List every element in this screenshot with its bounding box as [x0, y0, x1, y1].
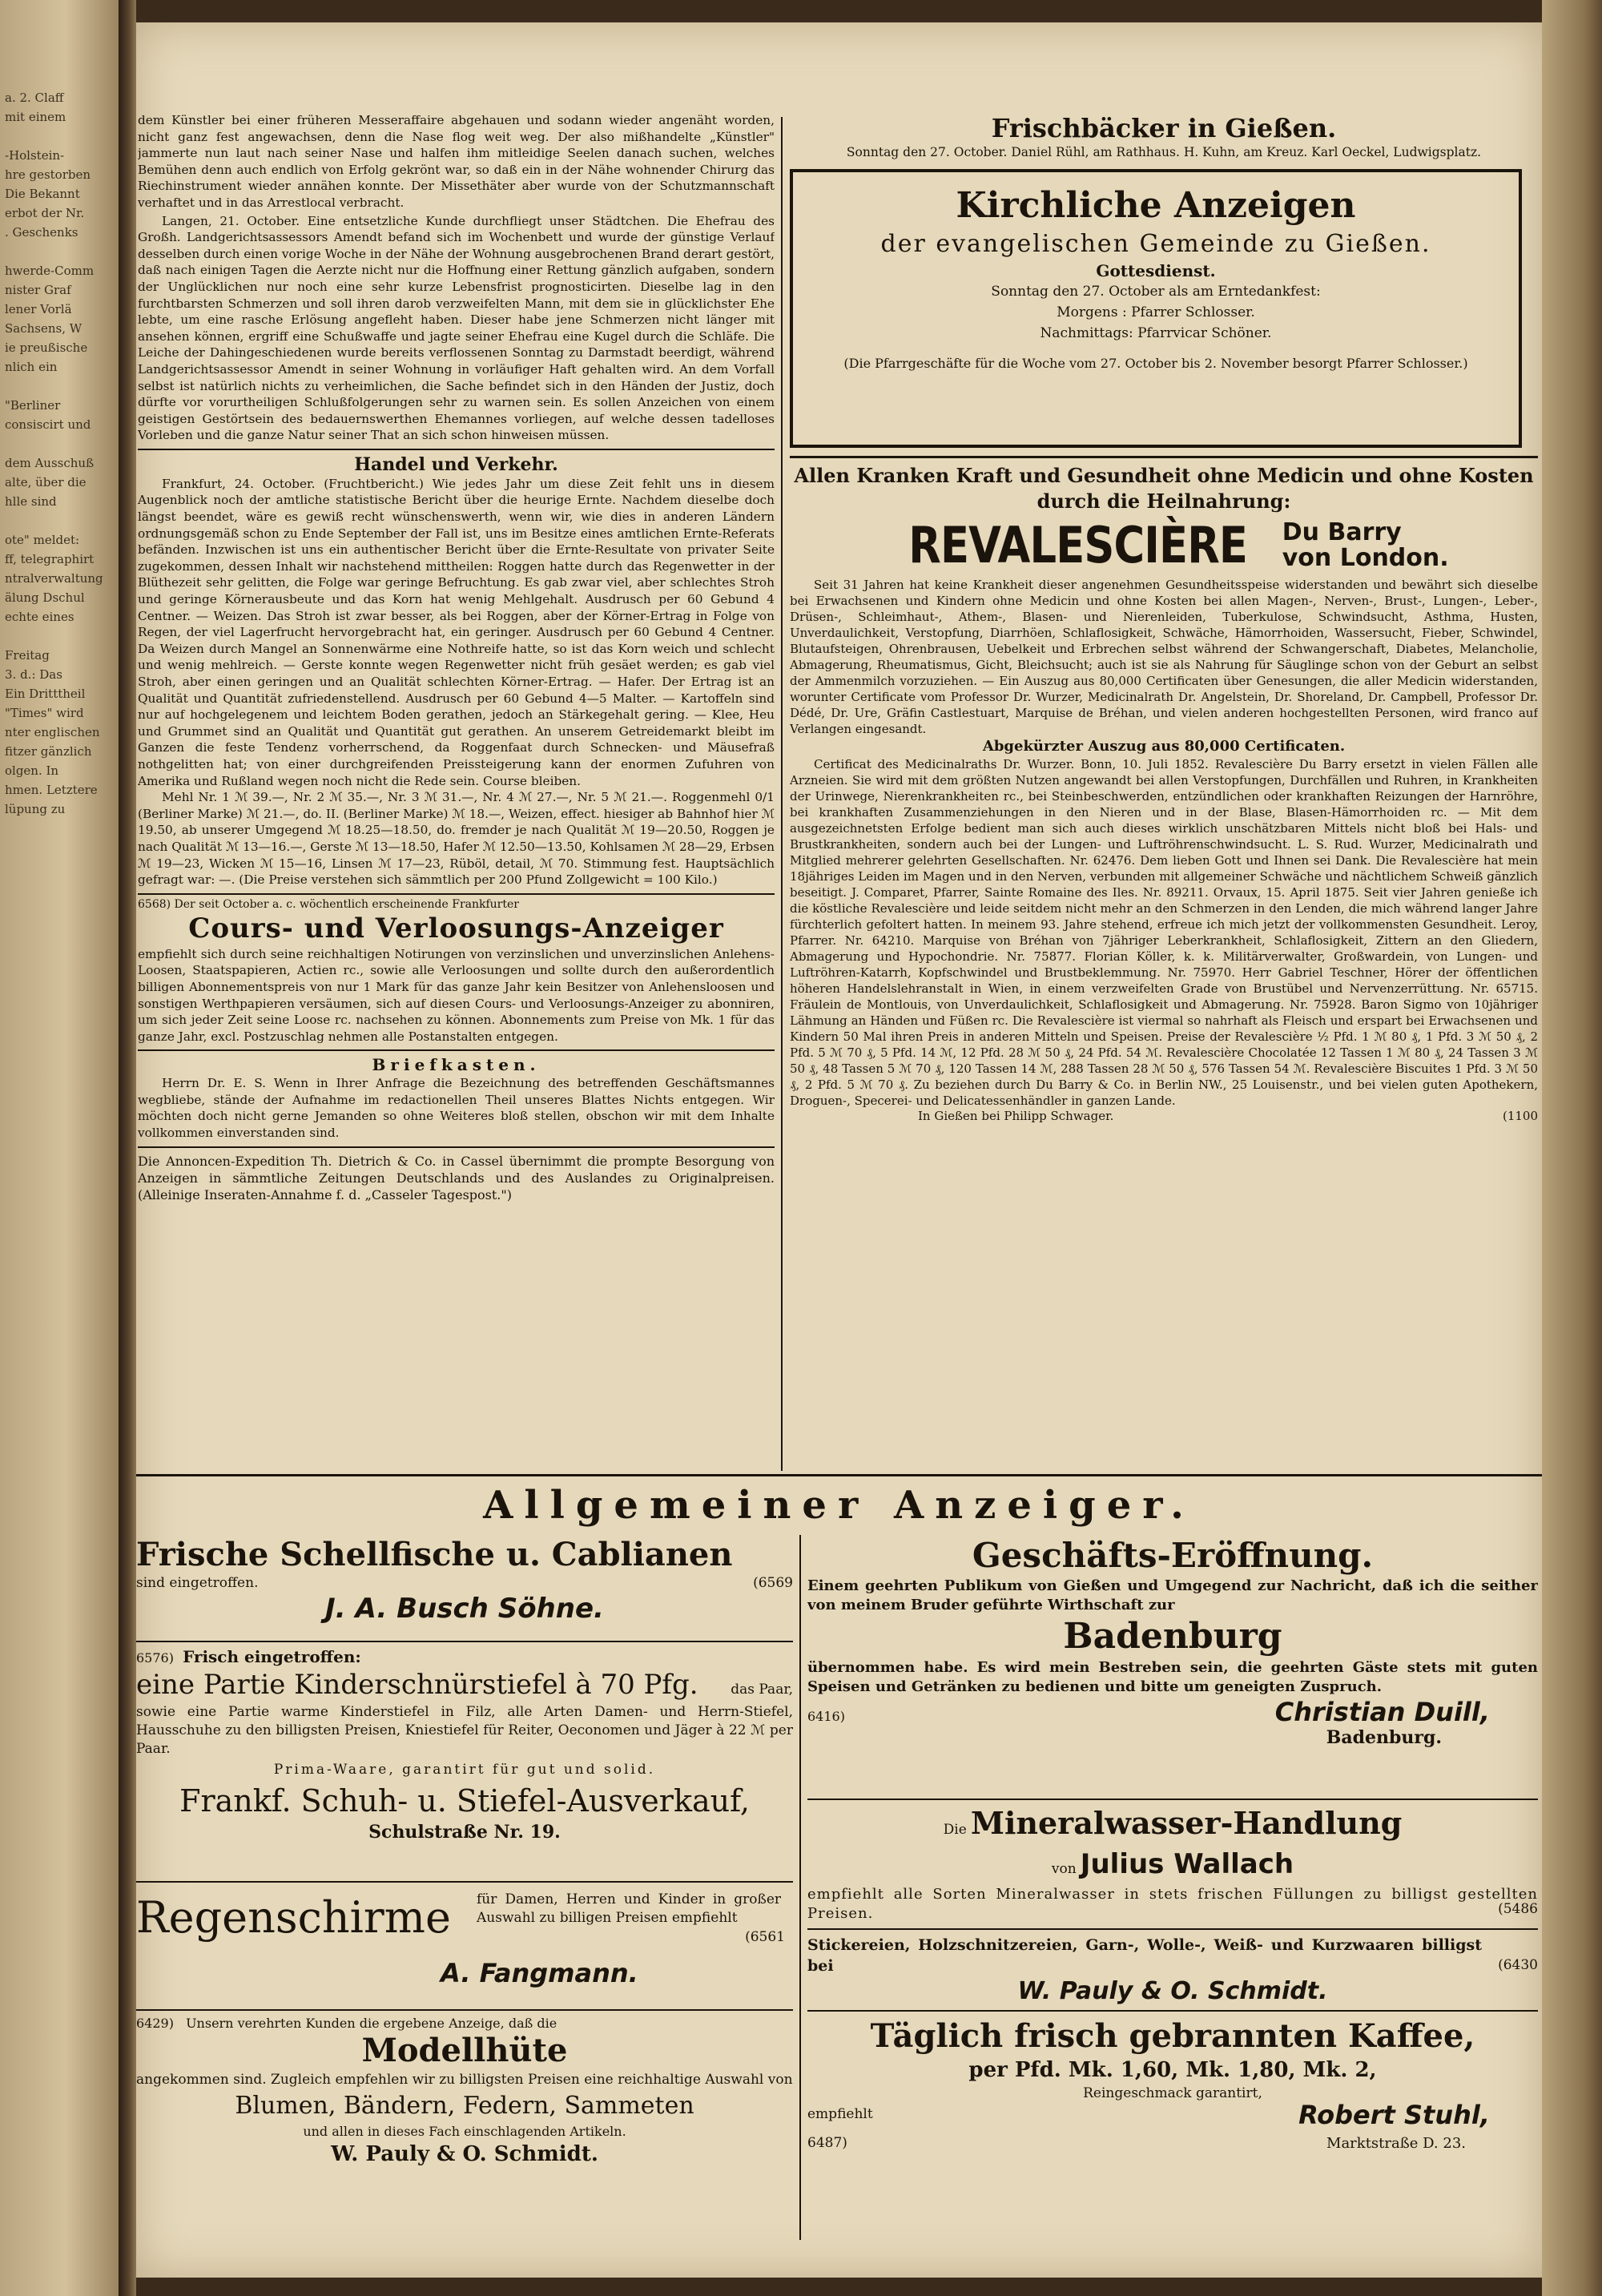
kaffee-addr: Marktstraße D. 23.	[1326, 2135, 1466, 2152]
maker-line1: Du Barry	[1282, 518, 1402, 546]
allgemeiner-anzeiger-title: Allgemeiner Anzeiger.	[483, 1483, 1195, 1528]
newspaper-sheet	[136, 22, 1542, 2278]
kaffee-title: Täglich frisch gebrannten Kaffee,	[870, 2017, 1475, 2055]
revalesciere-number: (1100	[1502, 1108, 1538, 1123]
ads-column-divider	[799, 1535, 801, 2240]
regen-title: Regenschirme	[136, 1892, 451, 1943]
mineral-text: empfiehlt alle Sorten Mineralwasser in stets frischen Füllungen zu billigst gestellten Preisen.	[807, 1886, 1538, 1922]
stick-text: Stickereien, Holzschnitzereien, Garn-, Wolle-, Weiß- und Kurzwaaren billigst bei	[807, 1936, 1482, 1975]
kirchliche-line3: Nachmittags: Pfarrvicar Schöner.	[1040, 324, 1272, 341]
mineral-title-row	[807, 1805, 1538, 1848]
ad-geschaeftseroeffnung	[807, 1535, 1538, 1795]
kirchliche-title: Kirchliche Anzeigen	[956, 184, 1356, 226]
previous-page-fragments: a. 2. Claff mit einem -Holstein- hre gestorben Die Bekannt erbot der Nr. . Geschenks hwerde-Comm nister Graf lener Vorlä Sachsens, W ie preußische nlich ein "Berliner consiscirt und dem Ausschuß alte, über die hlle sind ote" meldet: ff, telegraphirt ntralverwaltung älung Dschul echte eines Freitag 3. d.: Das Ein Dritttheil "Times" wird nter englischen fitzer gänzlich olgen. In hmen. Letztere lüpung zu	[5, 91, 103, 816]
page-edge	[1542, 0, 1602, 2296]
rule	[790, 456, 1538, 458]
schuh-title: Frankf. Schuh- u. Stiefel-Ausverkauf,	[179, 1783, 750, 1819]
handel-text: Frankfurt, 24. October. (Fruchtbericht.) Wie jedes Jahr um diese Zeit fehlt uns in diesem Augenblick noch der amtliche statistische Bericht über die heurige Ernte. Nachdem dieselbe doch längst beendet, wäre es gewiß recht wünschenswerth, wenn wir, wie dies in anderen Ländern ordnungsgemäß schon zu Ende September der Fall ist, uns im Besitze eines amtlichen Ernte-Referats befänden. Inzwischen ist uns ein authentischer Bericht über die Ernte-Resultate von privater Seite zugekommen, dessen Inhalt wir nachstehend mittheilen: Roggen hatte durch das Regenwetter in der Blüthezeit sehr gelitten, die Folge war geringe Befruchtung. Es gab zwar viel, aber schlechtes Stroh und geringe Körnerausbeute und das Korn hat wenig Mehlgehalt. Ausdrusch per 60 Gebund 4 Centner. — Weizen. Das Stroh ist zwar besser, als bei Roggen, aber der Körner-Ertrag in Folge von Regen, der viel Lagerfrucht hervorgebracht hat, ein geringer. Ausdrusch per 60 Gebund 4 Centner. Da Weizen durch Mangel an Sonnenwärme eine Nothreife hatte, so ist das Korn weich und schlecht und wenig mehlreich. — Gerste konnte wegen Regenwetter nicht früh gesäet werden; es gab viel Stroh, aber einen geringen und an Qualität schlechten Körner-Ertrag. — Hafer. Der Ertrag ist an Qualität und Quantität zufriedenstellend. Ausdrusch per 60 Gebund 4—5 Malter. — Kartoffeln sind nur auf hochgelegenem und leichtem Boden gerathen, jedoch an Stärkegehalt gering. — Klee, Heu und Grummet sind an Qualität und Quantität gut gerathen. An unserem Getreidemarkt bleibt im Ganzen die feste Tendenz vorherrschend, da Roggenfaat durch Schnecken- und Mäusefraß nothgelitten hat; von einer durchgreifenden Preissteigerung kann der enormen Zufuhren von Amerika und Rußland wegen noch nicht die Rede sein. Course bleiben.	[138, 476, 775, 788]
maker-line2: von London.	[1282, 543, 1449, 572]
article-langen: Langen, 21. October. Eine entsetzliche Kunde durchfliegt unser Städtchen. Die Ehefrau des Großh. Landgerichtsassessors Amendt befand sich im Wochenbett und wurde der günstige Verlauf desselben durch einen vorige Woche in der Nähe der Wohnung ausgebrochenen Brand derart gestört, daß nach einigen Tagen die Aerzte nicht nur die Hoffnung einer Rettung gänzlich aufgaben, sondern der Unglücklichen nur noch eine sehr kurze Lebensfrist prognosticirten. Dieselbe lag in den furchtbarsten Schmerzen und soll ihren darob verzweifelten Mann, mit dem sie in glücklichster Ehe lebte, um eine rasche Erlösung angefleht haben. Dieser habe jene Schmerzen nicht länger mit ansehen können, ergriff eine Schußwaffe und jagte seiner Ehefrau eine Kugel durch die Schläfe. Die Leiche der Dahingeschiedenen wurde bereits verflossenen Sonntag zu Darmstadt beerdigt, während Landgerichtsassessor Amendt in seiner Wohnung in vorläufiger Haft gehalten wird. An dem Vorfall selbst ist natürlich nichts zu verheimlichen, die Sache befindet sich in den Händen der Justiz, doch dürfte vor vorurtheiligen Schlußfolgerungen sehr zu warnen sein. Es sollen Anzeichen von einem geistigen Gestörtsein des bedauernswerthen Ehemannes vorliegen, auf welche dessen tadelloses Vorleben und die ganze Natur seiner That an sich schon hinweisen müssen.	[138, 213, 775, 443]
gesch-text: Einem geehrten Publikum von Gießen und Umgegend zur Nachricht, daß ich die seither von meinem Bruder geführte Wirthschaft zur	[807, 1577, 1538, 1613]
kaffee-emp: empfiehlt	[807, 2106, 873, 2122]
mineral-name-row	[807, 1848, 1538, 1885]
briefkasten-text: Herrn Dr. E. S. Wenn in Ihrer Anfrage die Bezeichnung des betreffenden Geschäftsmannes wegbliebe, stände der Aufnahme im redactionellen Theil unseres Blattes Nichts entgegen. Wir möchten doch nicht gerne Jemanden so ohne Weiteres bloß stellen, obschon wir mit dem Inhalte vollkommen einverstanden sind.	[138, 1076, 775, 1141]
rule	[807, 1799, 1538, 1800]
revalesciere-cert-heading: Abgekürzter Auszug aus 80,000 Certificaten.	[982, 737, 1346, 755]
regen-sign: A. Fangmann.	[441, 1958, 638, 1988]
revalesciere-footer	[790, 1109, 1538, 1123]
kind-head-row	[136, 1647, 793, 1666]
kind-text: sowie eine Partie warme Kinderstiefel in Filz, alle Arten Damen- und Herrn-Stiefel, Hausschuhe zu den billigsten Preisen, Kniestiefel für Reiter, Oeconomen und Jäger à 22 ℳ per Paar.	[136, 1704, 793, 1757]
revalesciere-maker	[1282, 520, 1449, 571]
frischbaecker-text: Sonntag den 27. October. Daniel Rühl, am Rathhaus. H. Kuhn, am Kreuz. Karl Oeckel, Ludwigsplatz.	[846, 145, 1482, 159]
ad-kaffee	[807, 2016, 1538, 2161]
rule	[136, 1641, 793, 1642]
mineral-die: Die	[943, 1822, 967, 1838]
kirchliche-note: (Die Pfarrgeschäfte für die Woche vom 27. October bis 2. November besorgt Pfarrer Schlosser.)	[843, 355, 1468, 371]
mode-sign: W. Pauly & O. Schmidt.	[331, 2142, 598, 2166]
article-nose: dem Künstler bei einer früheren Messeraffaire abgehauen und sodann wieder angenäht worden, nicht ganz fest angewachsen, denn die Nase flog weit weg. Der also mißhandelte „Künstler" jammerte nun laut nach seiner Nase und halfen ihm mitleidige Seelen danach suchen, welches Bemühen denn auch endlich von Erfolg gekrönt war, so daß ein in der Nähe wohnender Chirurg das Riechinstrument wieder annähen konnte. Der Missethäter aber wurde von der Schutzmannschaft verhaftet und in das Arrestlocal verbracht.	[138, 113, 775, 210]
mineral-von: von	[1051, 1861, 1077, 1877]
kirchliche-line1: Sonntag den 27. October als am Erntedankfest:	[991, 283, 1321, 300]
regen-num: (6561	[745, 1929, 785, 1945]
kaffee-sub: Reingeschmack garantirt,	[1083, 2085, 1262, 2101]
fisch-sub: sind eingetroffen.	[136, 1575, 259, 1591]
gesch-name: Badenburg	[1063, 1616, 1282, 1657]
gesch-sign: Christian Duill,	[1274, 1697, 1490, 1727]
kirchliche-box	[790, 169, 1522, 448]
cours-text: empfiehlt sich durch seine reichhaltigen Notirungen von verzinslichen und unverzinslichen Anlehens-Loosen, Staatspapieren, Actien rc., sowie alle Verloosungen und sollte durch den außerordentlich billigen Abonnementspreis von nur 1 Mark für das ganze Jahr kein Besitzer von Anlehensloosen und sonstigen Werthpapieren versäumen, sich auf diesen Cours- und Verloosungs-Anzeiger zu abonniren, um sich jeder Zeit seine Loose rc. nachsehen zu können. Abonnements zum Preise von Mk. 1 für das ganze Jahr, excl. Postzuschlag nehmen alle Postanstalten entgegen.	[138, 946, 775, 1044]
fisch-num: (6569	[753, 1575, 793, 1591]
frischbaecker-title: Frischbäcker in Gießen.	[991, 113, 1337, 143]
kind-prima: Prima-Waare, garantirt für gut und solid.	[273, 1762, 656, 1778]
revalesciere-brand: REVALESCIÈRE	[908, 515, 1248, 574]
annoncen-expedition: Die Annoncen-Expedition Th. Dietrich & Co. in Cassel übernimmt die prompte Besorgung von Anzeigen in sämmtliche Zeitungen Deutschlands und des Auslandes zu Originalpreisen. (Alleinige Inseraten-Annahme f. d. „Casseler Tagespost.")	[138, 1153, 775, 1202]
rule	[138, 893, 775, 895]
gesch-num: 6416)	[807, 1709, 845, 1724]
stick-sign: W. Pauly & O. Schmidt.	[1017, 1977, 1328, 2005]
left-column	[138, 112, 775, 1474]
gesch-sign-row	[807, 1697, 1538, 1727]
rule	[807, 2010, 1538, 2012]
mode-tail: und allen in dieses Fach einschlagenden Artikeln.	[303, 2124, 626, 2139]
section-rule	[136, 1474, 1542, 1476]
gottesdienst: Gottesdienst.	[1096, 260, 1216, 280]
right-column	[790, 112, 1538, 1474]
mode-num: 6429)	[136, 2016, 174, 2031]
ad-kinderstiefel	[136, 1647, 793, 1879]
rule	[138, 1146, 775, 1148]
mineral-name: Julius Wallach	[1080, 1848, 1294, 1880]
mineral-title: Mineralwasser-Handlung	[970, 1805, 1403, 1841]
ad-mineralwasser	[807, 1805, 1538, 1925]
previous-page-edge	[0, 0, 119, 2296]
rule	[136, 2009, 793, 2011]
column-divider	[781, 117, 783, 1471]
ads-right-column	[807, 1535, 1538, 2256]
ad-fisch	[136, 1535, 793, 1639]
regen-text: für Damen, Herren und Kinder in großer Auswahl zu billigen Preisen empfiehlt	[477, 1891, 781, 1926]
mineral-num: (5486	[1498, 1901, 1538, 1917]
rule	[136, 1881, 793, 1883]
kind-title: eine Partie Kinderschnürstiefel à 70 Pfg.	[136, 1669, 698, 1701]
mode-blumen: Blumen, Bändern, Federn, Sammeten	[235, 2092, 694, 2120]
gesch-title: Geschäfts-Eröffnung.	[972, 1536, 1374, 1575]
mode-text: angekommen sind. Zugleich empfehlen wir zu billigsten Preisen eine reichhaltige Auswahl von	[136, 2072, 793, 2088]
rule	[138, 449, 775, 450]
book-gutter	[119, 0, 136, 2296]
revalesciere-certificates: Certificat des Medicinalraths Dr. Wurzer. Bonn, 10. Juli 1852. Revalescière Du Barry ersetzt in vielen Fällen alle Arzneien. Sie wird mit dem größten Nutzen angewandt bei allen Verstopfungen, Durchfällen und Ruhren, in Krankheiten der Urinwege, Nierenkrankheiten rc., bei Steinbeschwerden, entzündlichen oder krankhaften Reizungen der Harnröhre, bei krankhaften Zusammenziehungen in den Nieren und in der Blase, Blasen-Hämorrhoiden rc. — Mit dem ausgezeichnetsten Erfolge bedient man sich auch dieses wirklich unschätzbaren Mittels nicht bloß bei Hals- und Brustkrankheiten, sondern auch bei der Lungen- und Luftröhrenschwindsucht. L. S. Rud. Wurzer, Medicinalrath und Mitglied mehrerer gelehrten Gesellschaften. Nr. 62476. Dem lieben Gott und Ihnen sei Dank. Die Revalescière hat mein 18jähriges Leiden im Magen und in den Nerven, verbunden mit allgemeiner Schwäche und nächtlichem Schweiß gänzlich beseitigt. J. Comparet, Pfarrer, Sainte Romaine des Iles. Nr. 89211. Orvaux, 15. April 1875. Seit vier Jahren genieße ich die köstliche Revalescière und leide seitdem nicht mehr an den Schmerzen in den Lenden, die mich während langer Jahre fürchterlich gefoltert hatten. In meinem 93. Jahre stehend, erfreue ich mich jetzt der vollkommensten Gesundheit. Leroy, Pfarrer. Nr. 64210. Marquise von Bréhan von 7jähriger Leberkrankheit, Schlaflosigkeit, Zittern an den Gliedern, Abmagerung und Hypochondrie. Nr. 75877. Florian Köller, k. k. Militärverwalter, Großwardein, von Lungen- und Luftröhren-Katarrh, Kopfschwindel und Brustbeklemmung. Nr. 75970. Herr Gabriel Teschner, Hörer der öffentlichen höheren Handelslehranstalt in Wien, in einem verzweifelten Grade von Brustübel und Nervenzerrüttung. Nr. 65715. Fräulein de Montlouis, von Unverdaulichkeit, Schlaflosigkeit und Abmagerung. Nr. 75928. Baron Sigmo von 10jähriger Lähmung an Händen und Füßen rc. Die Revalescière ist viermal so nahrhaft als Fleisch und erspart bei Erwachsenen und Kindern 50 Mal ihren Preis in anderen Mitteln und Speisen. Preise der Revalescière ½ Pfd. 1 ℳ 80 ₰, 1 Pfd. 3 ℳ 50 ₰, 2 Pfd. 5 ℳ 70 ₰, 5 Pfd. 14 ℳ, 12 Pfd. 28 ℳ 50 ₰, 24 Pfd. 54 ℳ. Revalescière Chocolatée 12 Tassen 1 ℳ 80 ₰, 24 Tassen 3 ℳ 50 ₰, 48 Tassen 5 ℳ 70 ₰, 120 Tassen 14 ℳ, 288 Tassen 28 ℳ 50 ₰, 576 Tassen 54 ℳ. Revalescière Biscuites 1 Pfd. 3 ℳ 50 ₰, 2 Pfd. 5 ℳ 70 ₰. Zu beziehen durch Du Barry & Co. in Berlin NW., 25 Louisenstr., und bei vielen guten Apothekern, Droguen-, Specerei- und Delicatessenhändler in ganzen Lande.	[790, 756, 1538, 1108]
cours-intro: 6568) Der seit October a. c. wöchentlich erscheinende Frankfurter	[138, 897, 519, 911]
fisch-sign: J. A. Busch Söhne.	[325, 1593, 604, 1625]
mode-intro-row	[136, 2016, 793, 2031]
stick-num: (6430	[1498, 1957, 1538, 1973]
kirchliche-subtitle: der evangelischen Gemeinde zu Gießen.	[880, 229, 1431, 258]
fisch-title: Frische Schellfische u. Cablianen	[136, 1536, 733, 1573]
revalesciere-brand-row	[790, 515, 1538, 574]
gesch-sign2: Badenburg.	[1326, 1727, 1442, 1748]
handel-heading: Handel und Verkehr.	[354, 453, 558, 475]
kaffee-price: per Pfd. Mk. 1,60, Mk. 1,80, Mk. 2,	[968, 2058, 1377, 2082]
mehl-prices: Mehl Nr. 1 ℳ 39.—, Nr. 2 ℳ 35.—, Nr. 3 ℳ 31.—, Nr. 4 ℳ 27.—, Nr. 5 ℳ 21.—. Roggenmehl 0/1 (Berliner Marke) ℳ 21.—, do. II. (Berliner Marke) ℳ 18.—, Weizen, effect. hiesiger ab Bahnhof hier ℳ 19.50, ab unserer Umgegend ℳ 18.25—18.50, do. fremder je nach Qualität ℳ 19—20.50, Roggen je nach Qualität ℳ 13—16.—, Gerste ℳ 13—18.50, Hafer ℳ 12.50—13.50, Kohlsamen ℳ 28—29, Erbsen ℳ 19—23, Wicken ℳ 15—16, Linsen ℳ 17—23, Rüböl, detail, ℳ 70. Stimmung fest. Hauptsächlich gefragt war: —. (Die Preise verstehen sich sämmtlich per 200 Pfund Zollgewicht = 100 Kilo.)	[138, 790, 775, 888]
kind-num: 6576)	[136, 1650, 174, 1666]
mode-title: Modellhüte	[361, 2032, 568, 2069]
kind-per: das Paar,	[731, 1682, 793, 1698]
kaffee-num: 6487)	[807, 2135, 847, 2151]
fisch-sub-row	[136, 1575, 793, 1591]
ad-regenschirme	[136, 1887, 793, 2008]
mode-intro: Unsern verehrten Kunden die ergebene Anzeige, daß die	[186, 2016, 557, 2031]
rule	[807, 1928, 1538, 1930]
kind-title-row	[136, 1666, 793, 1703]
kirchliche-line2: Morgens : Pfarrer Schlosser.	[1057, 304, 1255, 320]
ad-stickereien	[807, 1935, 1538, 2007]
ads-left-column	[136, 1535, 793, 2256]
briefkasten-heading: Briefkasten.	[372, 1055, 541, 1075]
rule	[138, 1049, 775, 1051]
schuh-sub: Schulstraße Nr. 19.	[368, 1822, 561, 1843]
revalesciere-text: Seit 31 Jahren hat keine Krankheit dieser angenehmen Gesundheitsspeise widerstanden und bewährt sich dieselbe bei Erwachsenen und Kindern ohne Medicin und ohne Kosten bei allen Magen-, Nerven-, Brust-, Lungen-, Leber-, Drüsen-, Schleimhaut-, Athem-, Blasen- und Nierenleiden, Tuberkulose, Schwindsucht, Asthma, Husten, Unverdaulichkeit, Verstopfung, Diarrhöen, Schlaflosigkeit, Schwäche, Hämorrhoiden, Wassersucht, Fieber, Schwindel, Blutaufsteigen, Ohrenbrausen, Uebelkeit und Erbrechen selbst während der Schwangerschaft, Diabetes, Melancholie, Abmagerung, Rheumatismus, Gicht, Bleichsucht; auch ist sie als Nahrung für Säuglinge schon von der Geburt an selbst der Ammenmilch vorzuziehen. — Ein Auszug aus 80,000 Certificaten über Genesungen, die aller Medicin widerstanden, worunter Certificate vom Professor Dr. Wurzer, Medicinalrath Dr. Angelstein, Dr. Shoreland, Dr. Campbell, Professor Dr. Dédé, Dr. Ure, Gräfin Castlestuart, Marquise de Bréhan, und vielen anderen hochgestellten Personen, wird franco auf Verlangen eingesandt.	[790, 577, 1538, 736]
kaffee-sign: Robert Stuhl,	[1298, 2100, 1490, 2130]
revalesciere-sale: In Gießen bei Philipp Schwager.	[918, 1108, 1114, 1123]
kind-head: Frisch eingetroffen:	[183, 1647, 361, 1666]
gesch-text2: übernommen habe. Es wird mein Bestreben sein, die geehrten Gäste stets mit guten Speisen und Getränken zu bedienen und bitte um geneigten Zuspruch.	[807, 1659, 1538, 1695]
ad-modellhuete	[136, 2016, 793, 2168]
cours-title: Cours- und Verloosungs-Anzeiger	[188, 912, 724, 945]
revalesciere-headline: Allen Kranken Kraft und Gesundheit ohne Medicin und ohne Kosten durch die Heilnahrung:	[794, 463, 1534, 513]
